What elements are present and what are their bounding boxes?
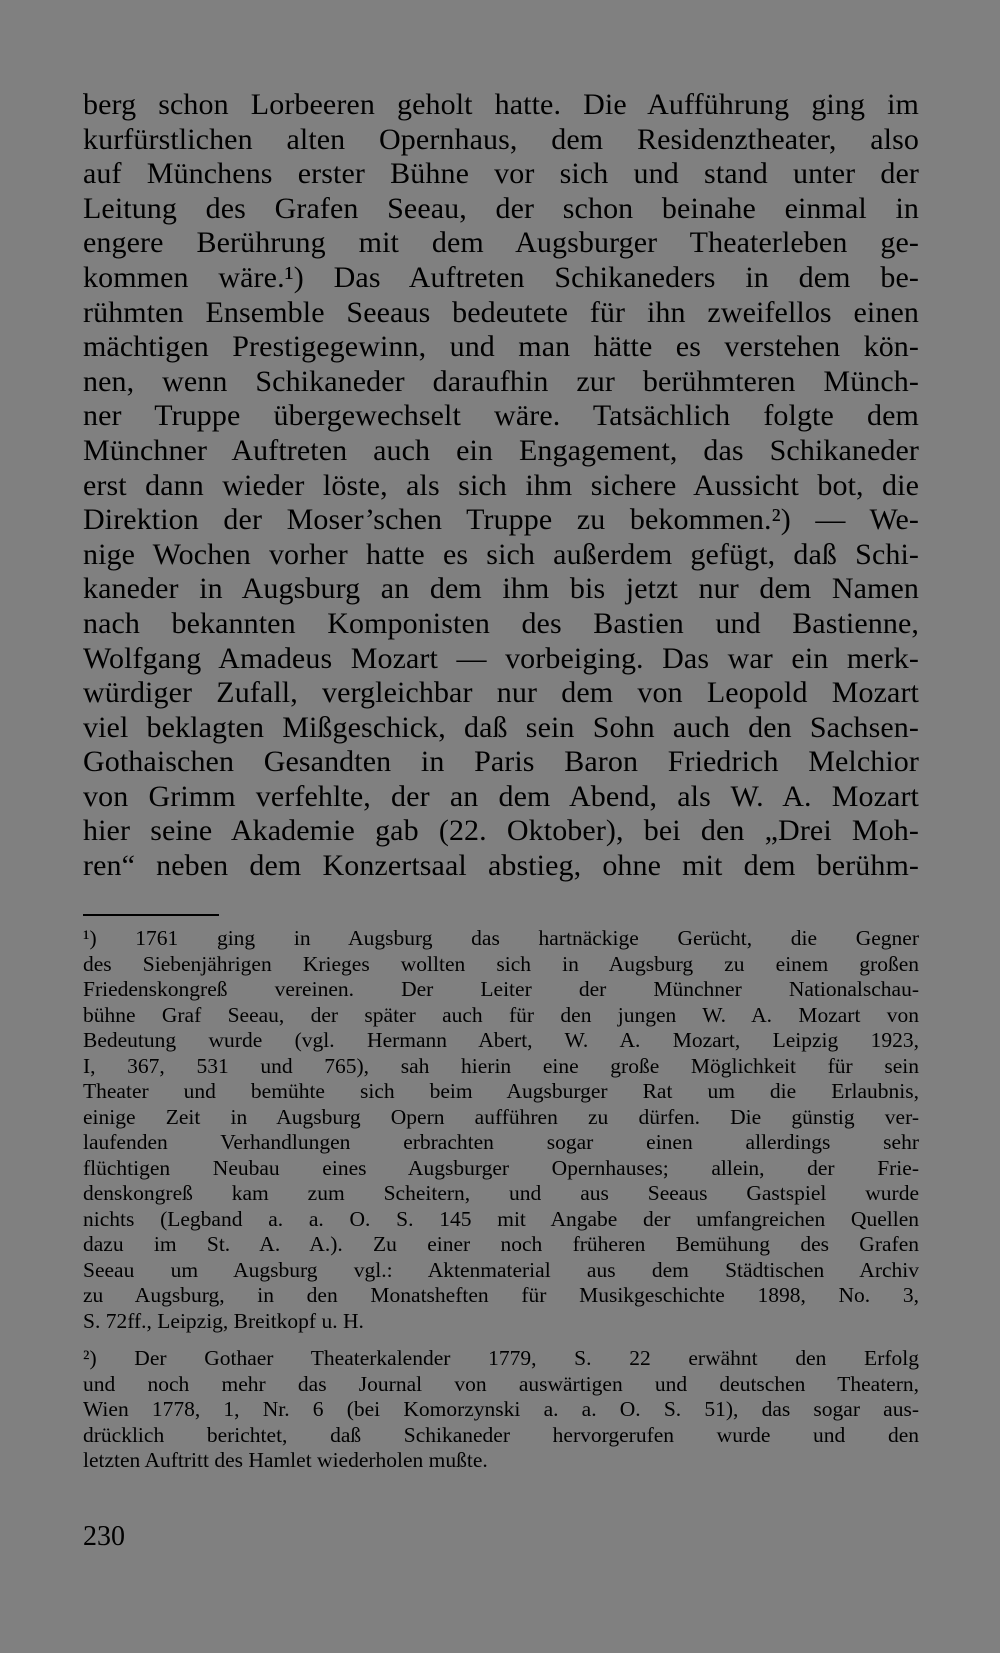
footnote-line: Wien 1778, 1, Nr. 6 (bei Komorzynski a. a. O. S. 51), das sogar aus- (83, 1397, 919, 1421)
text-line: erst dann wieder löste, als sich ihm sichere Aussicht bot, die (83, 468, 919, 502)
footnote-line: und noch mehr das Journal von auswärtigen und deutschen Theatern, (83, 1371, 919, 1396)
footnote-line: Seeau um Augsburg vgl.: Aktenmaterial aus dem Städtischen Archiv (83, 1257, 919, 1282)
footnote-line: laufenden Verhandlungen erbrachten sogar einen allerdings sehr (83, 1130, 919, 1154)
text-line: nach bekannten Komponisten des Bastien und Bastienne, (83, 606, 919, 640)
footnote-line: Bedeutung wurde (vgl. Hermann Abert, W. A. Mozart, Leipzig 1923, (83, 1028, 919, 1052)
footnote-1 (83, 926, 919, 1334)
text-line: Münchner Auftreten auch ein Engagement, das Schikaneder (83, 433, 919, 467)
main-text-block (83, 88, 919, 884)
text-line: Leitung des Grafen Seeau, der schon beinahe einmal in (83, 191, 919, 225)
footnote-separator (83, 914, 219, 916)
footnote-line: S. 72ff., Leipzig, Breitkopf u. H. (83, 1308, 364, 1333)
text-line: Gothaischen Gesandten in Paris Baron Friedrich Melchior (83, 745, 919, 779)
text-line: nige Wochen vorher hatte es sich außerdem gefügt, daß Schi- (83, 537, 919, 571)
text-line: würdiger Zufall, vergleichbar nur dem von Leopold Mozart (83, 676, 919, 710)
footnote-line: des Siebenjährigen Krieges wollten sich in Augsburg zu einem großen (83, 951, 919, 976)
footnotes-section (83, 926, 919, 1474)
text-line: von Grimm verfehlte, der an dem Abend, als W. A. Mozart (83, 779, 919, 813)
text-line: kaneder in Augsburg an dem ihm bis jetzt nur dem Namen (83, 572, 919, 606)
footnote-line: bühne Graf Seeau, der später auch für den jungen W. A. Mozart von (83, 1002, 919, 1027)
footnote-line: denskongreß kam zum Scheitern, und aus Seeaus Gastspiel wurde (83, 1181, 919, 1205)
footnote-line: einige Zeit in Augsburg Opern aufführen zu dürfen. Die günstig ver- (83, 1104, 919, 1129)
footnote-line: I, 367, 531 und 765), sah hierin eine große Möglichkeit für sein (83, 1053, 919, 1078)
footnote-line: Friedenskongreß vereinen. Der Leiter der Münchner Nationalschau- (83, 977, 919, 1001)
text-line: nen, wenn Schikaneder daraufhin zur berühmteren Münch- (83, 364, 919, 398)
footnote-line: drücklich berichtet, daß Schikaneder hervorgerufen wurde und den (83, 1422, 919, 1447)
footnote-2 (83, 1346, 919, 1474)
text-line: ren“ neben dem Konzertsaal abstieg, ohne mit dem berühm- (83, 849, 919, 883)
footnote-line: zu Augsburg, in den Monatsheften für Musikgeschichte 1898, No. 3, (83, 1283, 919, 1307)
text-line: hier seine Akademie gab (22. Oktober), bei den „Drei Moh- (83, 814, 919, 848)
footnote-line: nichts (Legband a. a. O. S. 145 mit Angabe der umfangreichen Quellen (83, 1206, 919, 1231)
text-line: mächtigen Prestigegewinn, und man hätte es verstehen kön- (83, 330, 919, 364)
footnote-line: letzten Auftritt des Hamlet wiederholen mußte. (83, 1448, 488, 1472)
text-line: engere Berührung mit dem Augsburger Theaterleben ge- (83, 226, 919, 260)
text-line: kommen wäre.¹) Das Auftreten Schikaneders in dem be- (83, 260, 919, 294)
page-number: 230 (83, 1521, 125, 1552)
text-line: rühmten Ensemble Seeaus bedeutete für ihn zweifellos einen (83, 295, 919, 329)
footnote-line: dazu im St. A. A.). Zu einer noch früheren Bemühung des Grafen (83, 1232, 919, 1256)
footnote-line: ¹) 1761 ging in Augsburg das hartnäckige Gerücht, die Gegner (83, 926, 919, 950)
footnote-line: Theater und bemühte sich beim Augsburger Rat um die Erlaubnis, (83, 1079, 919, 1103)
text-line: ner Truppe übergewechselt wäre. Tatsächlich folgte dem (83, 399, 919, 433)
text-line: kurfürstlichen alten Opernhaus, dem Residenztheater, also (83, 122, 919, 156)
text-line: berg schon Lorbeeren geholt hatte. Die Aufführung ging im (83, 88, 919, 121)
main-paragraph (83, 88, 919, 884)
text-line: auf Münchens erster Bühne vor sich und stand unter der (83, 157, 919, 191)
text-line: Wolfgang Amadeus Mozart — vorbeiging. Das war ein merk- (83, 641, 919, 675)
footnote-line: ²) Der Gothaer Theaterkalender 1779, S. 22 erwähnt den Erfolg (83, 1346, 919, 1370)
footnote-line: flüchtigen Neubau eines Augsburger Opernhauses; allein, der Frie- (83, 1155, 919, 1180)
text-line: viel beklagten Mißgeschick, daß sein Sohn auch den Sachsen- (83, 710, 919, 744)
text-line: Direktion der Moser’schen Truppe zu bekommen.²) — We- (83, 503, 919, 537)
